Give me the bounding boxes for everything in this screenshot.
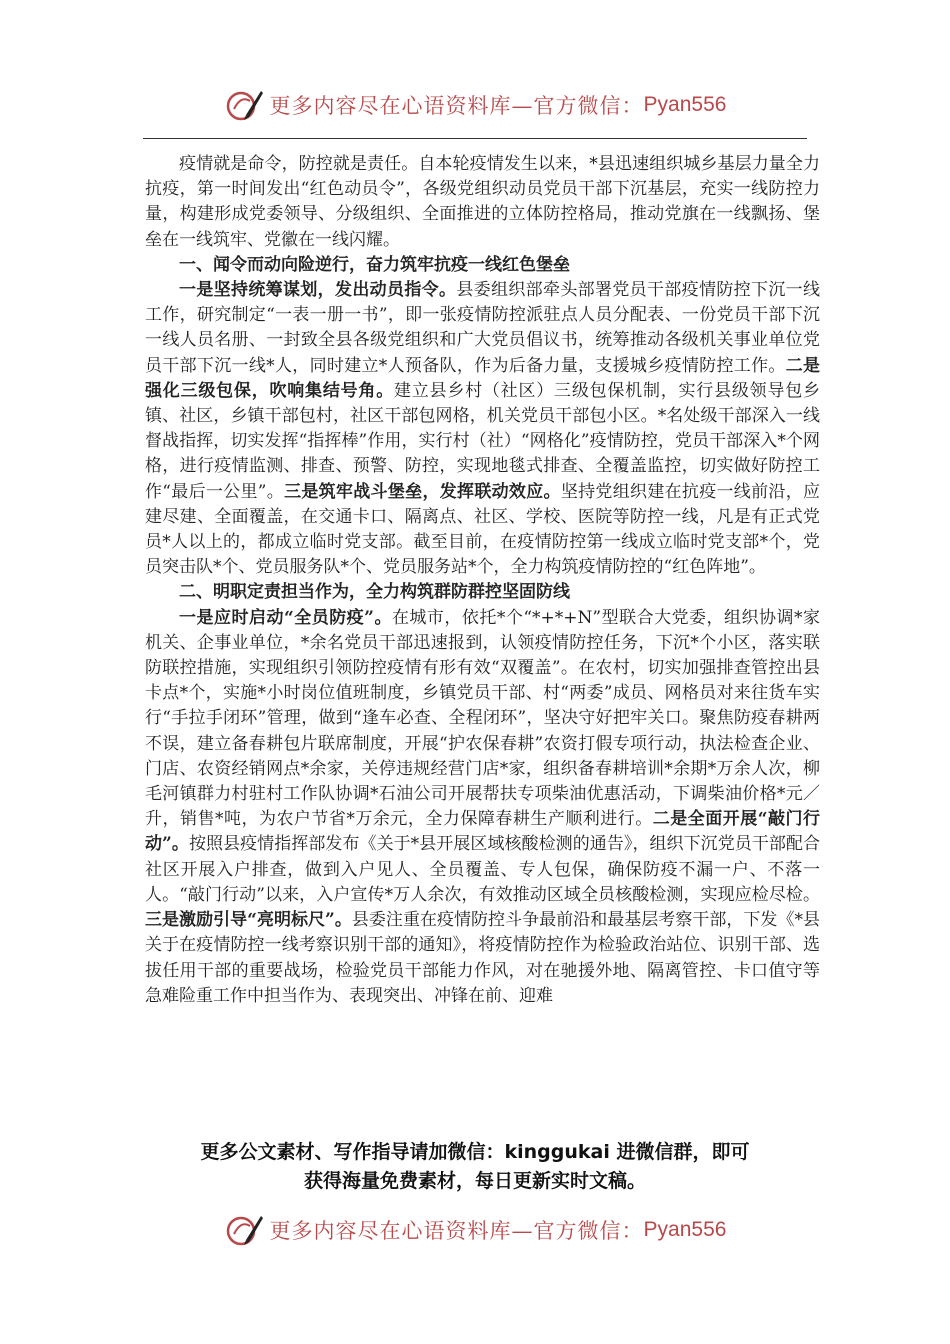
- point-2-3-text: 县委注重在疫情防控斗争最前沿和最基层考察干部，下发《*县关于在疫情防控一线考察识别干部的通知》，将疫情防控作为检验政治站位、识别干部、选拔任用干部的重要战场，检验党员干部能力作风，对在驰援外地、隔离管控、卡口值守等急难险重工作中担当作为、表现突出、冲锋在前、迎难: [145, 910, 821, 1006]
- footer-banner: [0, 1205, 950, 1255]
- header-banner-id: Pyan556: [643, 93, 727, 116]
- paragraph-section-1: [145, 278, 820, 580]
- pen-logo-icon: [224, 1210, 264, 1250]
- point-1-1-text: 县委组织部牵头部署党员干部疫情防控下沉一线工作，研究制定“一表一册一书”，即一张疫情防控派驻点人员分配表、一份党员干部下沉一线人员名册、一封致全县各级党组织和广大党员倡议书，统筹推动各级机关事业单位党员干部下沉一线*人，同时建立*人预备队，作为后备力量，支援城乡疫情防控工作。: [145, 280, 821, 376]
- paragraph-intro: 疫情就是命令，防控就是责任。自本轮疫情发生以来，*县迅速组织城乡基层力量全力抗疫，第一时间发出“红色动员令”，各级党组织动员党员干部下沉基层，充实一线防控力量，构建形成党委领导、分级组织、全面推进的立体防控格局，推动党旗在一线飘扬、堡垒在一线筑牢、党徽在一线闪耀。: [145, 154, 820, 250]
- point-1-3-text: 坚持党组织建在抗疫一线前沿，应建尽建、全面覆盖，在交通卡口、隔离点、社区、学校、医院等防控一线，凡是有正式党员*人以上的，都成立临时党支部。截至目前，在疫情防控第一线成立临时党支部*个，党员突击队*个、党员服务队*个、党员服务站*个，全力构筑疫情防控的“红色阵地”。: [145, 481, 820, 578]
- footer-banner-text: 更多内容尽在心语资料库—官方微信：: [269, 1219, 644, 1243]
- point-2-1-text: 在城市，依托*个“*+*+N”型联合大党委，组织协调*家机关、企事业单位，*余名党员干部迅速报到，认领疫情防控任务，下沉*个小区，落实联防联控措施，实现组织引领防控疫情有形有效“双覆盖”。在农村，切实加强排查管控出县卡点*个，实施*小时岗位值班制度，乡镇党员干部、村“两委”成员、网格员对来往货车实行“手拉手闭环”管理，做到“逢车必查、全程闭环”，坚决守好把牢关口。聚焦防疫春耕两不误，建立备春耕包片联席制度，开展“护农保春耕”农资打假专项行动，执法检查企业、门店、农资经销网点*余家，关停违规经营门店*家，组织备春耕培训*余期*万余人次，柳毛河镇群力村驻村工作队协调*石油公司开展帮扶专项柴油优惠活动，下调柴油价格*元／升，销售*吨，为农户节省*万余元，全力保障春耕生产顺利进行。: [145, 607, 820, 830]
- header-divider: [143, 138, 807, 139]
- point-2-2-heading: 二是全面开展“敲门行动”。: [145, 809, 821, 855]
- point-2-1-heading: 一是应时启动“全员防疫”。: [179, 607, 392, 628]
- point-1-1-heading: 一是坚持统筹谋划，发出动员指令。: [179, 280, 457, 301]
- paragraph-section-2: [145, 606, 820, 1009]
- point-1-2-heading: 二是强化三级包保，吹响集结号角。: [145, 355, 821, 401]
- header-banner-text: 更多内容尽在心语资料库—官方微信：: [269, 94, 644, 118]
- footer-note-line-1: 更多公文素材、写作指导请加微信：kinggukai 进微信群，即可: [200, 1141, 750, 1163]
- footer-note-line-2: 获得海量免费素材，每日更新实时文稿。: [303, 1170, 646, 1192]
- point-2-3-heading: 三是激励引导“亮明标尺”。: [145, 910, 352, 931]
- section-heading-2: 二、明职定责担当作为，全力构筑群防群控坚固防线: [179, 582, 570, 603]
- pen-logo-icon: [224, 85, 264, 125]
- footer-banner-id: Pyan556: [643, 1218, 727, 1241]
- document-body: [145, 152, 820, 1009]
- point-2-2-text: 按照县疫情指挥部发布《关于*县开展区域核酸检测的通告》，组织下沉党员干部配合社区开展入户排查，做到入户见人、全员覆盖、专人包保，确保防疫不漏一户、不落一人。“敲门行动”以来，入户宣传*万人余次，有效推动区域全员核酸检测，实现应检尽检。: [145, 834, 821, 905]
- footer-promo-note: [120, 1138, 830, 1196]
- point-1-2-text: 建立县乡村（社区）三级包保机制，实行县级领导包乡镇、社区，乡镇干部包村，社区干部包网格，机关党员干部包小区。*名处级干部深入一线督战指挥，切实发挥“指挥棒”作用，实行村（社）“网格化”疫情防控，党员干部深入*个网格，进行疫情监测、排查、预警、防控，实现地毯式排查、全覆盖监控，切实做好防控工作“最后一公里”。: [145, 380, 821, 502]
- section-heading-1: 一、闻令而动向险逆行，奋力筑牢抗疫一线红色堡垒: [179, 254, 570, 275]
- header-banner: [0, 80, 950, 130]
- point-1-3-heading: 三是筑牢战斗堡垒，发挥联动效应。: [284, 481, 561, 502]
